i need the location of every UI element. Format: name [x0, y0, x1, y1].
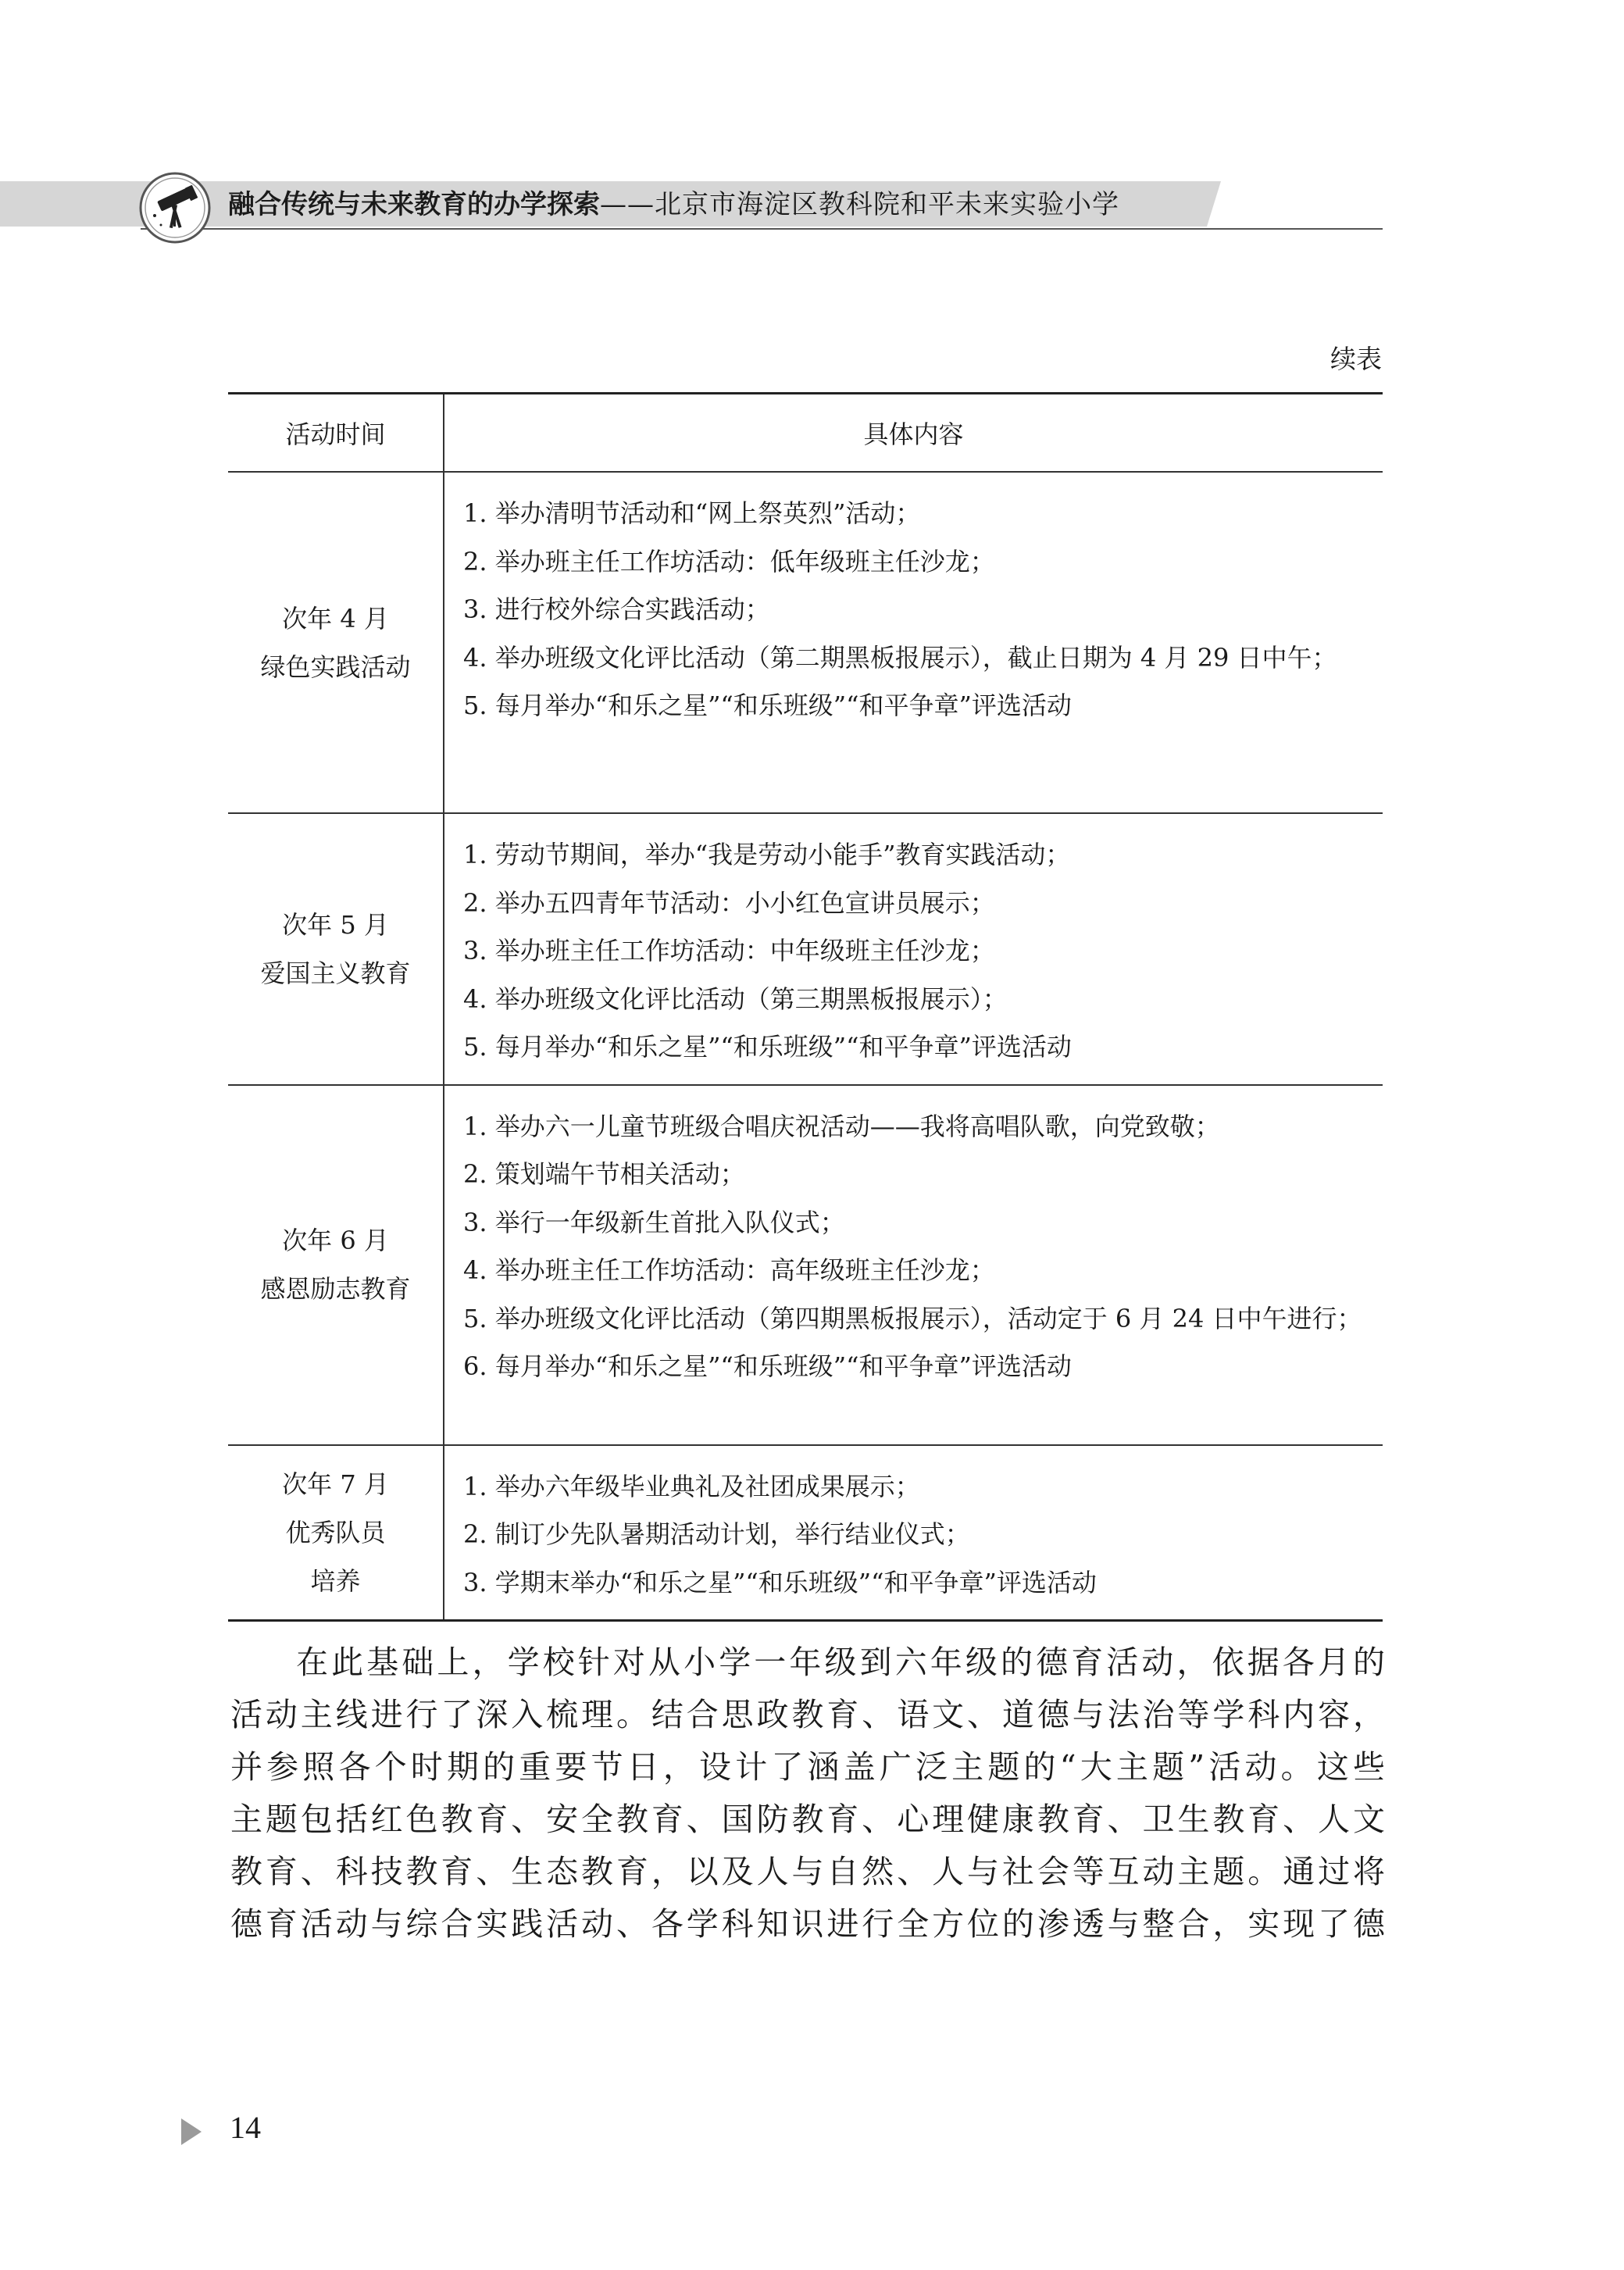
list-item: 4. 举办班级文化评比活动（第三期黑板报展示）； [463, 983, 1008, 1014]
content-cell [444, 813, 1383, 1085]
body-line: 主题包括红色教育、安全教育、国防教育、心理健康教育、卫生教育、人文 [230, 1801, 1385, 1838]
table-header-row [228, 394, 1383, 473]
header-title-main: 融合传统与未来教育的办学探索 [228, 189, 600, 220]
header-band-tip [1207, 181, 1221, 227]
header-title [228, 184, 1119, 225]
list-item: 1. 举办清明节活动和“网上祭英烈”活动； [463, 498, 921, 528]
content-cell [444, 472, 1383, 813]
content-cell [444, 1085, 1383, 1445]
play-triangle-icon [181, 2118, 202, 2145]
column-header-time: 活动时间 [228, 394, 444, 473]
list-item: 3. 进行校外综合实践活动； [463, 594, 770, 624]
list-item: 2. 策划端午节相关活动； [463, 1159, 745, 1189]
header-rule [141, 228, 1383, 230]
list-item: 3. 举办班主任工作坊活动：中年级班主任沙龙； [463, 936, 995, 965]
list-item: 3. 学期末举办“和乐之星”“和乐班级”“和平争章”评选活动 [463, 1567, 1097, 1597]
time-month: 次年 5 月 [282, 909, 389, 940]
header-title-dash: —— [600, 189, 655, 220]
list-item: 5. 举办班级文化评比活动（第四期黑板报展示），活动定于 6 月 24 日中午进行； [463, 1303, 1362, 1333]
content-cell [444, 1445, 1383, 1621]
time-cell [228, 1085, 444, 1445]
page-number: 14 [230, 2110, 261, 2145]
time-month: 次年 4 月 [282, 603, 389, 634]
time-theme: 优秀队员 [285, 1517, 386, 1547]
list-item: 4. 举办班级文化评比活动（第二期黑板报展示），截止日期为 4 月 29 日中午； [463, 642, 1337, 673]
body-line: 活动主线进行了深入梳理。结合思政教育、语文、道德与法治等学科内容， [230, 1696, 1385, 1733]
column-header-content: 具体内容 [444, 394, 1383, 473]
time-cell [228, 472, 444, 813]
table-row [228, 1085, 1383, 1445]
body-line: 德育活动与综合实践活动、各学科知识进行全方位的渗透与整合，实现了德 [230, 1905, 1385, 1943]
list-item: 4. 举办班主任工作坊活动：高年级班主任沙龙； [463, 1255, 995, 1285]
body-line: 在此基础上，学校针对从小学一年级到六年级的德育活动，依据各月的 [296, 1644, 1385, 1681]
time-month: 次年 6 月 [282, 1226, 389, 1255]
time-theme-2: 培养 [310, 1565, 361, 1596]
list-item: 2. 举办五四青年节活动：小小红色宣讲员展示； [463, 887, 995, 918]
header-title-sub: 北京市海淀区教科院和平未来实验小学 [655, 189, 1119, 220]
table-row [228, 1445, 1383, 1621]
list-item: 2. 举办班主任工作坊活动：低年级班主任沙龙； [463, 546, 995, 576]
table-row [228, 813, 1383, 1085]
time-theme: 爱国主义教育 [260, 958, 411, 988]
table-row [228, 472, 1383, 813]
body-line: 并参照各个时期的重要节日，设计了涵盖广泛主题的“大主题”活动。这些 [230, 1748, 1385, 1786]
list-item: 3. 举行一年级新生首批入队仪式； [463, 1207, 845, 1237]
time-cell [228, 1445, 444, 1621]
activity-table [228, 392, 1383, 1622]
body-paragraph [230, 1636, 1385, 1951]
time-cell [228, 813, 444, 1085]
list-item: 1. 劳动节期间，举办“我是劳动小能手”教育实践活动； [463, 840, 1071, 869]
list-item: 1. 举办六年级毕业典礼及社团成果展示； [463, 1471, 920, 1501]
time-month: 次年 7 月 [282, 1469, 389, 1499]
time-theme: 感恩励志教育 [260, 1274, 411, 1304]
list-item: 6. 每月举办“和乐之星”“和乐班级”“和平争章”评选活动 [463, 1351, 1072, 1381]
body-line: 教育、科技教育、生态教育，以及人与自然、人与社会等互动主题。通过将 [230, 1853, 1385, 1890]
telescope-icon [137, 170, 212, 245]
list-item: 1. 举办六一儿童节班级合唱庆祝活动——我将高唱队歌，向党致敬； [463, 1111, 1220, 1141]
time-theme: 绿色实践活动 [260, 651, 411, 682]
list-item: 5. 每月举办“和乐之星”“和乐班级”“和平争章”评选活动 [463, 691, 1072, 720]
list-item: 2. 制订少先队暑期活动计划，举行结业仪式； [463, 1519, 970, 1549]
continued-label: 续表 [1330, 344, 1382, 374]
list-item: 5. 每月举办“和乐之星”“和乐班级”“和平争章”评选活动 [463, 1032, 1072, 1062]
